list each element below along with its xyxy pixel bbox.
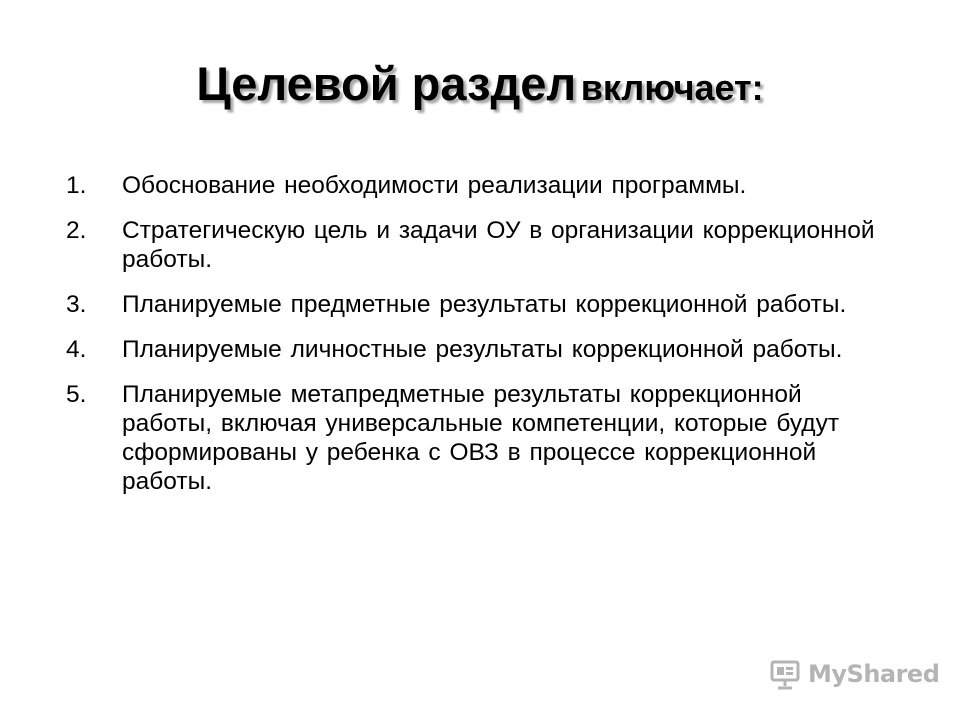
list-item-number: 4.: [66, 336, 87, 363]
list-item-text: Планируемые предметные результаты коррекционной работы.: [122, 291, 847, 318]
list-item-text: Стратегическую цель и задачи ОУ в организации коррекционной работы.: [122, 217, 875, 273]
myshared-watermark: [768, 656, 939, 692]
list-item: [66, 380, 886, 496]
list-item: [66, 335, 886, 364]
slide-title-rest: включает:: [580, 67, 764, 108]
list-item-text: Обоснование необходимости реализации программы.: [122, 172, 747, 199]
watermark-text: MyShared: [808, 660, 940, 688]
list-item-text: Планируемые метапредметные результаты коррекционной работы, включая универсальные компетенции, которые будут сформированы у ребенка с ОВЗ в процессе коррекционной работы.: [122, 381, 840, 495]
list-item: [66, 171, 886, 200]
slide-title-main: Целевой раздел: [196, 57, 577, 110]
list-item-number: 5.: [66, 381, 87, 408]
numbered-list: [66, 171, 886, 512]
list-item-text: Планируемые личностные результаты коррекционной работы.: [122, 336, 843, 363]
presentation-board-icon: [768, 657, 802, 691]
list-item-number: 1.: [66, 172, 87, 199]
slide-title: [0, 58, 960, 110]
list-item: [66, 290, 886, 319]
list-item-number: 2.: [66, 217, 87, 244]
list-item: [66, 216, 886, 274]
list-item-number: 3.: [66, 291, 87, 318]
